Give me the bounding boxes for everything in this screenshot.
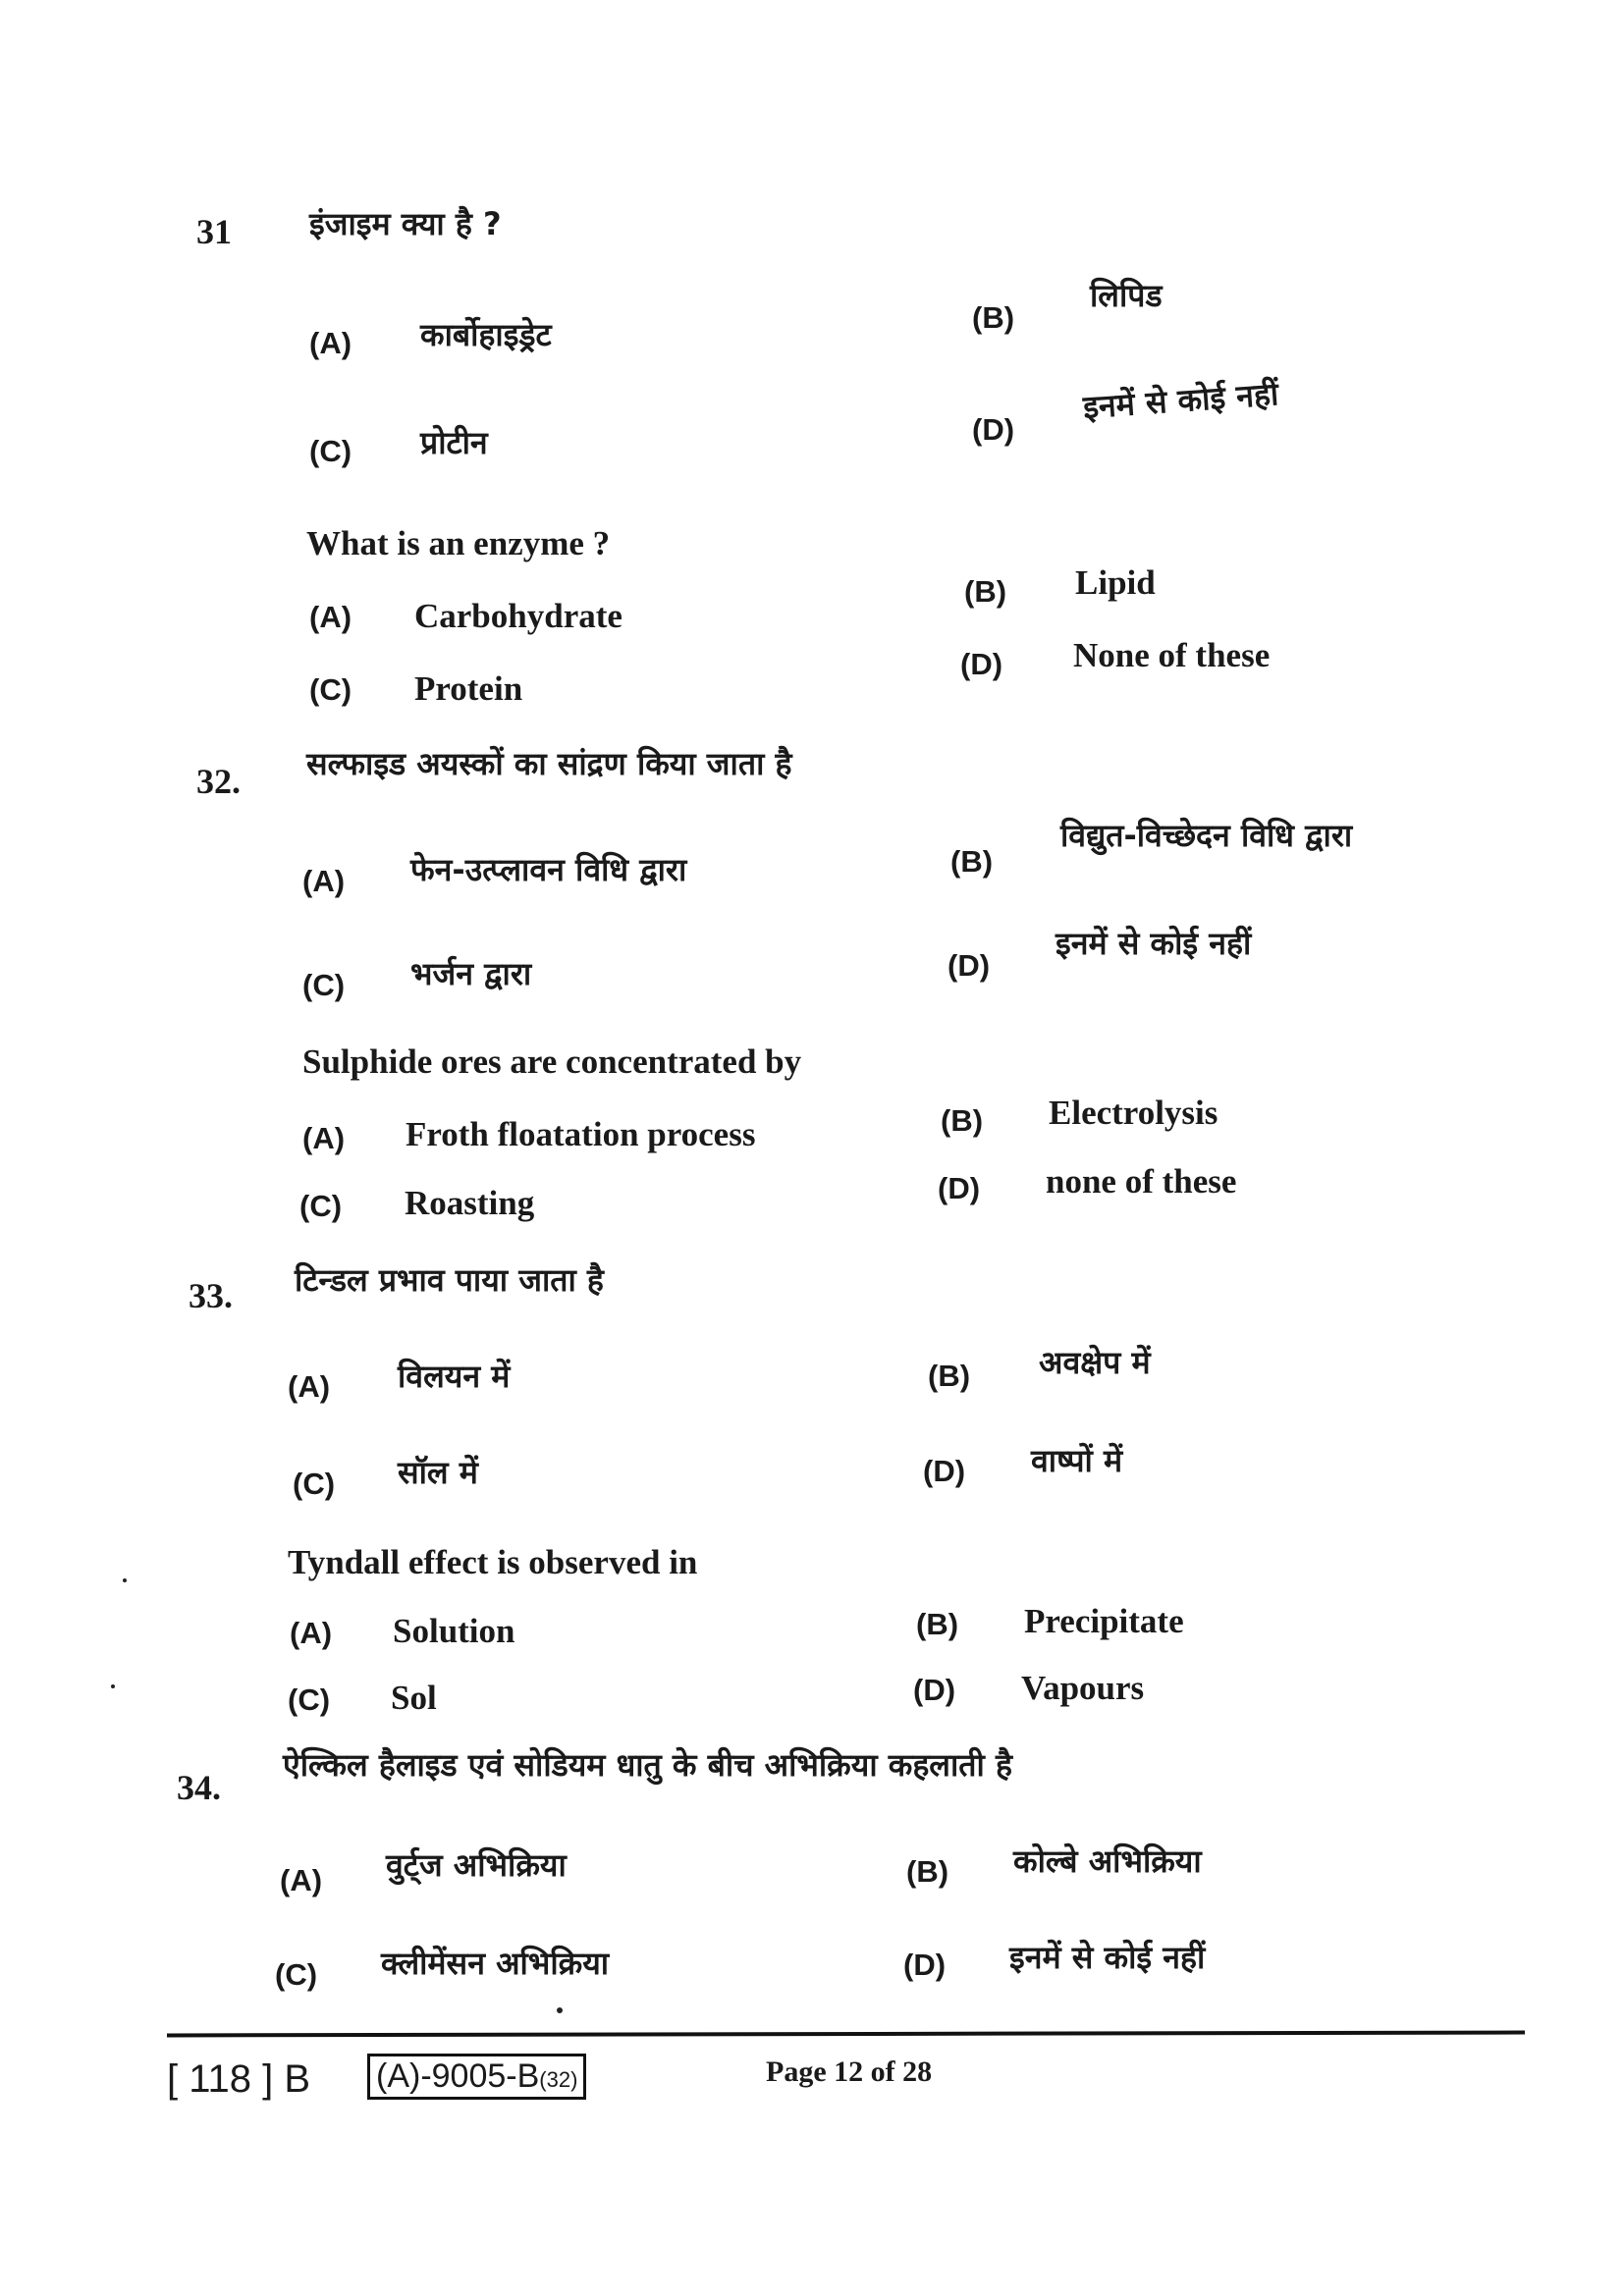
option-text: वुर्ट्ज अभिक्रिया [386, 1846, 567, 1884]
option-text: Precipitate [1024, 1602, 1184, 1640]
option-label: (A) [302, 1121, 346, 1155]
option-label: (B) [941, 1103, 984, 1138]
ink-dot [123, 1578, 127, 1582]
option-label: (A) [309, 600, 352, 634]
option-label: (C) [309, 434, 352, 468]
question-text-hindi: इंजाइम क्या है ? [309, 205, 502, 242]
option-label: (A) [302, 864, 346, 898]
option-label: (A) [280, 1863, 323, 1897]
option-label: (D) [938, 1171, 981, 1205]
question-number: 33. [189, 1276, 233, 1315]
option-text: Lipid [1075, 563, 1156, 602]
option-label: (B) [964, 574, 1007, 609]
option-label: (B) [950, 844, 994, 879]
option-label: (A) [288, 1369, 331, 1404]
option-label: (B) [972, 300, 1015, 335]
option-label: (C) [302, 968, 346, 1002]
option-text: none of these [1046, 1162, 1237, 1201]
option-text: भर्जन द्वारा [410, 955, 532, 992]
question-text-hindi: टिन्डल प्रभाव पाया जाता है [295, 1261, 604, 1299]
option-text: Roasting [405, 1184, 535, 1222]
option-text: विद्युत-विच्छेदन विधि द्वारा [1060, 817, 1353, 854]
option-text: क्लीमेंसन अभिक्रिया [381, 1945, 610, 1982]
option-text: इनमें से कोई नहीं [1009, 1939, 1206, 1976]
option-label: (D) [913, 1673, 956, 1707]
option-text: Froth floatation process [406, 1115, 756, 1153]
paper-code-suffix: (32) [539, 2067, 578, 2092]
question-text-hindi: ऐल्किल हैलाइड एवं सोडियम धातु के बीच अभिक्रिया कहलाती है [283, 1746, 1012, 1784]
question-number: 34. [177, 1768, 221, 1807]
option-text: कार्बोहाइड्रेट [420, 316, 552, 353]
option-label: (C) [275, 1957, 318, 1992]
option-text: लिपिड [1090, 277, 1163, 314]
paper-code: (A)-9005-B [376, 2057, 540, 2095]
option-text: Solution [393, 1612, 515, 1650]
option-text: प्रोटीन [420, 424, 488, 461]
footer-code: [ 118 ] B [167, 2057, 311, 2101]
question-number: 32. [196, 762, 241, 801]
option-text: Protein [414, 669, 523, 708]
option-label: (C) [309, 672, 352, 707]
option-label: (B) [928, 1359, 971, 1393]
option-text: Sol [391, 1679, 437, 1717]
option-text: अवक्षेप में [1039, 1344, 1151, 1381]
question-text-english: Tyndall effect is observed in [288, 1543, 698, 1581]
option-text: इनमें से कोई नहीं [1056, 925, 1252, 962]
option-label: (D) [947, 948, 991, 983]
option-label: (C) [299, 1189, 343, 1223]
page-number: Page 12 of 28 [766, 2056, 933, 2088]
option-text: Vapours [1021, 1669, 1145, 1707]
option-text: फेन-उत्प्लावन विधि द्वारा [410, 851, 687, 888]
option-label: (C) [293, 1467, 336, 1501]
question-text-english: What is an enzyme ? [306, 524, 611, 562]
option-text: सॉल में [398, 1454, 478, 1491]
option-label: (D) [972, 412, 1015, 447]
footer-rule [167, 2031, 1525, 2038]
option-text: वाष्पों में [1031, 1442, 1123, 1479]
option-label: (B) [916, 1607, 959, 1641]
option-text: Carbohydrate [414, 597, 623, 635]
option-label: (D) [960, 647, 1003, 681]
option-text: इनमें से कोई नहीं [1081, 375, 1280, 426]
option-label: (D) [923, 1454, 966, 1488]
ink-dot [557, 2007, 563, 2013]
question-text-hindi: सल्फाइड अयस्कों का सांद्रण किया जाता है [306, 745, 792, 782]
ink-dot [111, 1684, 115, 1688]
option-text: Electrolysis [1049, 1094, 1218, 1132]
question-number: 31 [196, 212, 232, 251]
option-label: (C) [288, 1682, 331, 1717]
option-text: None of these [1073, 636, 1271, 674]
option-label: (A) [309, 326, 352, 360]
option-label: (B) [906, 1854, 949, 1889]
option-text: विलयन में [398, 1358, 511, 1395]
option-text: कोल्बे अभिक्रिया [1013, 1842, 1202, 1880]
paper-code-box [367, 2054, 586, 2100]
option-label: (D) [903, 1948, 947, 1982]
option-label: (A) [290, 1616, 333, 1650]
question-text-english: Sulphide ores are concentrated by [302, 1042, 802, 1081]
